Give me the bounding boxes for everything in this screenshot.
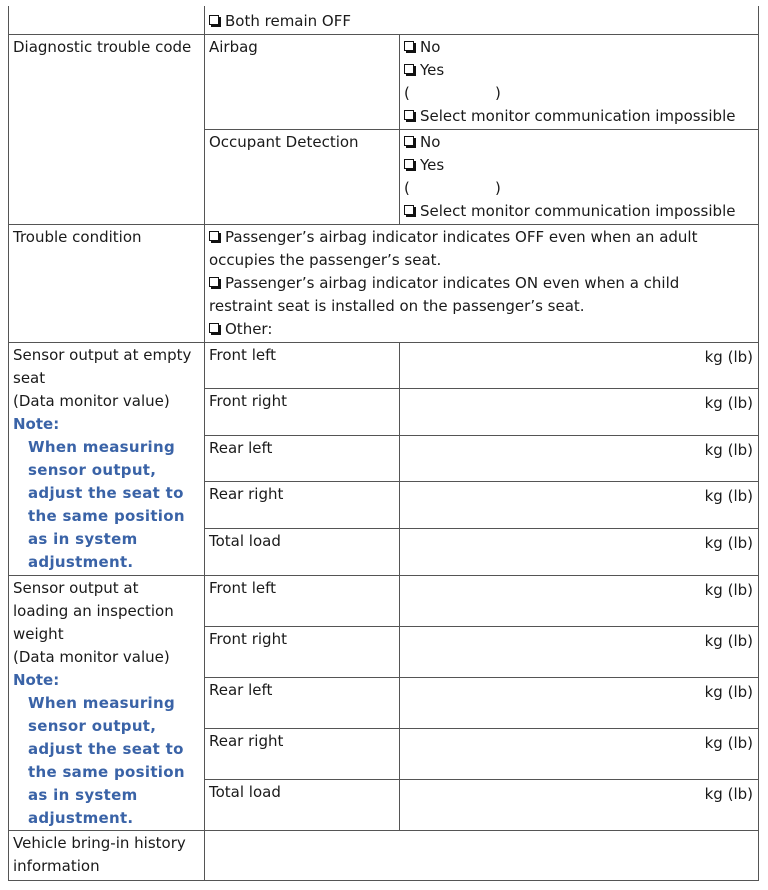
empty-rear-right-label: Rear right: [209, 485, 284, 503]
checkbox-icon[interactable]: [404, 110, 414, 120]
history-value[interactable]: [204, 830, 758, 880]
note-line: adjust the seat to: [28, 740, 184, 758]
note-heading: Note:: [13, 671, 60, 689]
loaded-front-right-label: Front right: [209, 630, 287, 648]
note-line: When measuring: [28, 438, 175, 456]
dtc-airbag-options: [399, 34, 758, 128]
option-label: Yes: [420, 156, 445, 174]
unit-label: kg (lb): [704, 683, 753, 701]
empty-rear-left-value[interactable]: [399, 435, 758, 481]
paren-close: ): [495, 84, 501, 102]
label-line: Vehicle bring-in history: [13, 834, 186, 852]
label-line: information: [13, 857, 100, 875]
paren-open: (: [404, 84, 410, 102]
code-entry[interactable]: [404, 82, 753, 105]
label-line: loading an inspection: [13, 602, 174, 620]
trouble-label: Trouble condition: [13, 228, 142, 246]
code-entry[interactable]: [404, 177, 753, 200]
option-label: Other:: [225, 320, 273, 338]
unit-label: kg (lb): [704, 632, 753, 650]
dtc-label: Diagnostic trouble code: [13, 38, 192, 56]
label-line: (Data monitor value): [13, 392, 170, 410]
loaded-rear-right-label: Rear right: [209, 732, 284, 750]
note-line: When measuring: [28, 694, 175, 712]
note-line: the same position: [28, 507, 185, 525]
unit-label: kg (lb): [704, 441, 753, 459]
option-label: Select monitor communication impossible: [420, 202, 736, 220]
label-line: Sensor output at empty: [13, 346, 192, 364]
option-impossible[interactable]: [404, 105, 753, 128]
note-line: sensor output,: [28, 461, 157, 479]
note-heading: Note:: [13, 415, 60, 433]
label-line: (Data monitor value): [13, 648, 170, 666]
checkbox-icon[interactable]: [404, 136, 414, 146]
loaded-rear-right-value[interactable]: [399, 728, 758, 779]
option-label: Select monitor communication impossible: [420, 107, 736, 125]
loaded-front-left-label: Front left: [209, 579, 277, 597]
unit-label: kg (lb): [704, 487, 753, 505]
empty-rear-right-value[interactable]: [399, 481, 758, 528]
checkbox-icon[interactable]: [404, 41, 414, 51]
empty-front-left-value[interactable]: [399, 342, 758, 388]
border-bottom: [8, 880, 759, 881]
loaded-rear-left-label: Rear left: [209, 681, 273, 699]
paren-close: ): [495, 179, 501, 197]
option-impossible[interactable]: [404, 200, 753, 223]
option-no[interactable]: [404, 36, 753, 59]
unit-label: kg (lb): [704, 581, 753, 599]
checkbox-icon[interactable]: [209, 277, 219, 287]
note-line: sensor output,: [28, 717, 157, 735]
note-line: as in system: [28, 786, 138, 804]
option-label: No: [420, 133, 441, 151]
empty-total-load-label: Total load: [209, 532, 281, 550]
unit-label: kg (lb): [704, 534, 753, 552]
both-off-option[interactable]: [204, 8, 758, 33]
checkbox-icon[interactable]: [209, 231, 219, 241]
trouble-option-other[interactable]: [209, 318, 718, 341]
paren-open: (: [404, 179, 410, 197]
checkbox-icon[interactable]: [209, 15, 219, 25]
loaded-rear-left-value[interactable]: [399, 677, 758, 728]
trouble-options: [204, 224, 758, 341]
empty-seat-label: [8, 342, 204, 574]
checkbox-icon[interactable]: [404, 205, 414, 215]
label-line: weight: [13, 625, 64, 643]
unit-label: kg (lb): [704, 734, 753, 752]
note-line: adjustment.: [28, 809, 134, 827]
border-right: [758, 6, 759, 881]
note-line: the same position: [28, 763, 185, 781]
option-yes[interactable]: [404, 59, 753, 82]
note-line: adjust the seat to: [28, 484, 184, 502]
dtc-occupant-label: Occupant Detection: [209, 133, 359, 151]
unit-label: kg (lb): [704, 785, 753, 803]
empty-rear-left-label: Rear left: [209, 439, 273, 457]
unit-label: kg (lb): [704, 348, 753, 366]
empty-front-right-label: Front right: [209, 392, 287, 410]
note-line: adjustment.: [28, 553, 134, 571]
label-line: seat: [13, 369, 46, 387]
empty-total-load-value[interactable]: [399, 528, 758, 575]
label-line: Sensor output at: [13, 579, 139, 597]
option-no[interactable]: [404, 131, 753, 154]
note-line: as in system: [28, 530, 138, 548]
dtc-airbag-label: Airbag: [209, 38, 258, 56]
option-label: Passenger’s airbag indicator indicates ON even when a child restraint seat is installed on the passenger’s seat.: [209, 274, 680, 315]
history-label: [8, 830, 204, 878]
option-label: Passenger’s airbag indicator indicates OFF even when an adult occupies the passenger’s seat.: [209, 228, 698, 269]
loaded-total-load-value[interactable]: [399, 779, 758, 830]
checkbox-icon[interactable]: [404, 159, 414, 169]
trouble-option-off[interactable]: [209, 226, 718, 272]
loaded-front-right-value[interactable]: [399, 626, 758, 677]
option-yes[interactable]: [404, 154, 753, 177]
loaded-total-load-label: Total load: [209, 783, 281, 801]
option-label: No: [420, 38, 441, 56]
dtc-occupant-options: [399, 129, 758, 223]
checkbox-icon[interactable]: [209, 323, 219, 333]
checkbox-icon[interactable]: [404, 64, 414, 74]
loaded-seat-label: [8, 575, 204, 830]
empty-front-right-value[interactable]: [399, 388, 758, 435]
loaded-front-left-value[interactable]: [399, 575, 758, 626]
empty-front-left-label: Front left: [209, 346, 277, 364]
option-label: Both remain OFF: [225, 12, 351, 30]
unit-label: kg (lb): [704, 394, 753, 412]
trouble-option-on[interactable]: [209, 272, 718, 318]
option-label: Yes: [420, 61, 445, 79]
